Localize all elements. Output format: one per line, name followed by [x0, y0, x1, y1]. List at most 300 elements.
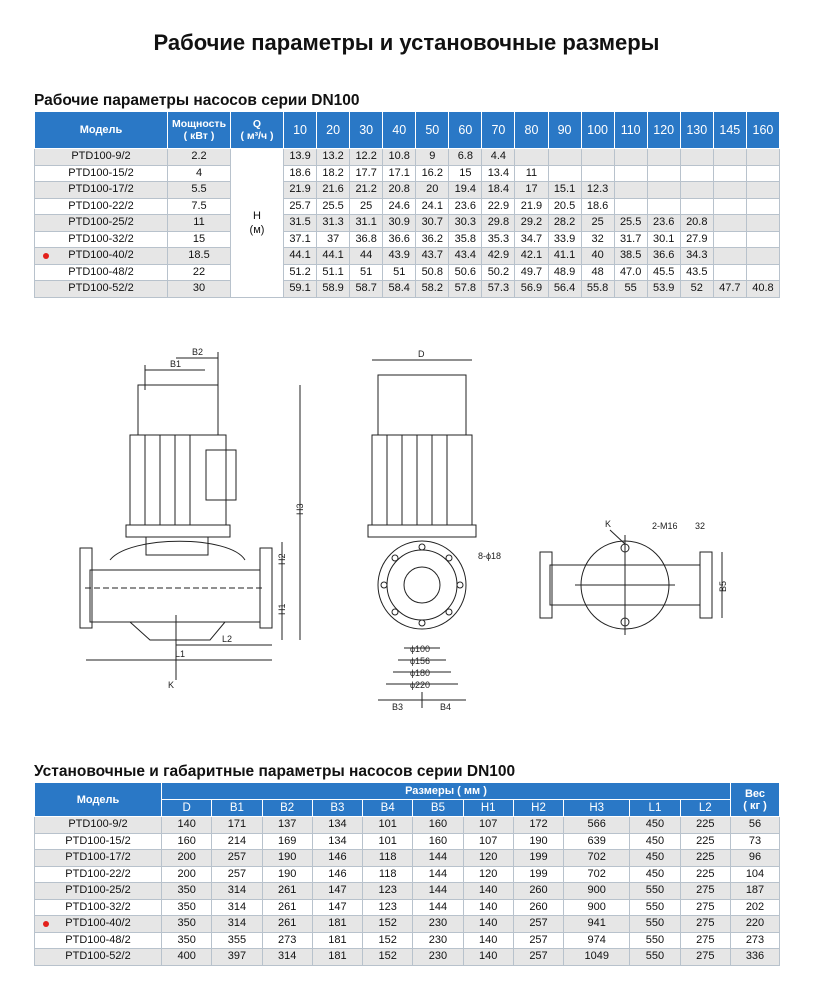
dim-value: 336	[731, 949, 780, 966]
head-value: 21.9	[515, 198, 548, 215]
head-value: 58.7	[350, 281, 383, 298]
table-row	[35, 932, 780, 949]
dim-value: 550	[630, 899, 680, 916]
head-value: 29.8	[482, 215, 515, 232]
model-name: PTD100-17/2	[68, 183, 134, 196]
head-value: 18.4	[482, 182, 515, 199]
head-value: 10.8	[383, 149, 416, 166]
head-value: 49.7	[515, 264, 548, 281]
col-dim: B5	[413, 800, 463, 817]
head-value: 35.3	[482, 231, 515, 248]
head-value: 44	[350, 248, 383, 265]
model-cell	[35, 899, 162, 916]
head-value: 32	[581, 231, 614, 248]
head-value: 23.6	[449, 198, 482, 215]
table-row	[35, 215, 780, 232]
head-value: 13.9	[284, 149, 317, 166]
dimensions-table-title: Установочные и габаритные параметры насосов серии DN100	[34, 763, 516, 780]
head-value: 12.3	[581, 182, 614, 199]
head-value	[680, 165, 713, 182]
head-value: 27.9	[680, 231, 713, 248]
col-q-value: 90	[548, 112, 581, 149]
model-name: PTD100-15/2	[65, 834, 131, 847]
head-value: 51	[383, 264, 416, 281]
page-title: Рабочие параметры и установочные размеры	[153, 30, 660, 55]
model-cell	[35, 264, 168, 281]
head-value	[713, 264, 746, 281]
dim-value: 120	[463, 850, 513, 867]
col-q-value: 145	[713, 112, 746, 149]
dim-value: 181	[312, 932, 362, 949]
performance-table-title: Рабочие параметры насосов серии DN100	[34, 92, 360, 109]
dim-value: 144	[413, 850, 463, 867]
col-q-value: 20	[317, 112, 350, 149]
model-cell	[35, 231, 168, 248]
dim-value: 260	[513, 899, 563, 916]
dim-value: 147	[312, 899, 362, 916]
head-value: 13.2	[317, 149, 350, 166]
head-value: 21.9	[284, 182, 317, 199]
head-value: 30.9	[383, 215, 416, 232]
head-value: 24.6	[383, 198, 416, 215]
head-value	[746, 165, 779, 182]
dim-value: 225	[680, 833, 730, 850]
dim-value: 160	[413, 833, 463, 850]
dim-value: 350	[162, 932, 212, 949]
head-value: 17.1	[383, 165, 416, 182]
table-row	[35, 248, 780, 265]
dim-value: 450	[630, 850, 680, 867]
dim-value: 152	[363, 932, 413, 949]
col-power	[168, 112, 231, 149]
model-name: PTD100-25/2	[65, 884, 131, 897]
col-dim: L1	[630, 800, 680, 817]
dim-value: 144	[413, 899, 463, 916]
head-value: 30.1	[647, 231, 680, 248]
col-sizes: Размеры ( мм )	[162, 783, 731, 800]
dim-value: 225	[680, 817, 730, 834]
head-value	[746, 198, 779, 215]
dim-value: 181	[312, 949, 362, 966]
model-cell	[35, 165, 168, 182]
col-q-value: 110	[614, 112, 647, 149]
label-b1: B1	[170, 359, 182, 369]
dim-value: 220	[731, 916, 780, 933]
head-value: 29.2	[515, 215, 548, 232]
col-q	[231, 112, 284, 149]
col-q-value: 160	[746, 112, 779, 149]
dim-value: 257	[212, 850, 262, 867]
head-value: 55	[614, 281, 647, 298]
col-q-value: 120	[647, 112, 680, 149]
head-value: 52	[680, 281, 713, 298]
head-value: 20	[416, 182, 449, 199]
dim-value: 101	[363, 817, 413, 834]
col-model: Модель	[35, 783, 162, 817]
col-q-value: 130	[680, 112, 713, 149]
head-value	[680, 182, 713, 199]
label-b2: B2	[192, 347, 204, 357]
dim-value: 273	[262, 932, 312, 949]
dim-value: 275	[680, 932, 730, 949]
dim-value: 230	[413, 949, 463, 966]
head-value: 47.7	[713, 281, 746, 298]
dim-value: 190	[513, 833, 563, 850]
dim-value: 974	[564, 932, 630, 949]
label-k-top: K	[605, 519, 612, 529]
head-value: 30.7	[416, 215, 449, 232]
head-value: 50.2	[482, 264, 515, 281]
head-value: 17.7	[350, 165, 383, 182]
dim-value: 900	[564, 899, 630, 916]
head-label: H	[253, 209, 261, 222]
dim-value: 200	[162, 866, 212, 883]
head-value: 28.2	[548, 215, 581, 232]
dim-value: 140	[463, 916, 513, 933]
head-value: 56.4	[548, 281, 581, 298]
dim-value: 140	[463, 883, 513, 900]
dim-value: 225	[680, 850, 730, 867]
label-h2: H2	[277, 553, 287, 565]
head-value: 36.6	[647, 248, 680, 265]
head-value: 51.1	[317, 264, 350, 281]
head-value: 42.9	[482, 248, 515, 265]
dim-value: 123	[363, 899, 413, 916]
power-cell: 22	[168, 264, 231, 281]
head-value: 25.5	[614, 215, 647, 232]
dim-value: 160	[162, 833, 212, 850]
dim-value: 314	[212, 883, 262, 900]
head-value	[614, 149, 647, 166]
table-row	[35, 231, 780, 248]
col-q-label: Q ( м³/ч )	[240, 118, 274, 142]
head-value: 37.1	[284, 231, 317, 248]
model-name: PTD100-32/2	[68, 232, 134, 245]
model-name: PTD100-48/2	[68, 265, 134, 278]
head-value: 36.8	[350, 231, 383, 248]
table-row	[35, 165, 780, 182]
head-value	[581, 165, 614, 182]
dim-value: 450	[630, 833, 680, 850]
dim-value: 104	[731, 866, 780, 883]
head-value	[713, 165, 746, 182]
dim-value: 230	[413, 932, 463, 949]
dim-value: 118	[363, 866, 413, 883]
head-value: 36.2	[416, 231, 449, 248]
label-l2: L2	[222, 634, 233, 644]
dim-value: 1049	[564, 949, 630, 966]
head-value: 16.2	[416, 165, 449, 182]
dim-value: 171	[212, 817, 262, 834]
head-value: 57.8	[449, 281, 482, 298]
head-value: 9	[416, 149, 449, 166]
dim-value: 120	[463, 866, 513, 883]
head-value: 17	[515, 182, 548, 199]
power-cell: 2.2	[168, 149, 231, 166]
dim-value: 144	[413, 866, 463, 883]
dim-value: 140	[463, 932, 513, 949]
table-row	[35, 850, 780, 867]
head-value: 20.8	[680, 215, 713, 232]
model-name: PTD100-22/2	[68, 199, 134, 212]
dim-value: 118	[363, 850, 413, 867]
dim-value: 941	[564, 916, 630, 933]
table-row	[35, 866, 780, 883]
head-value: 56.9	[515, 281, 548, 298]
power-cell: 5.5	[168, 182, 231, 199]
head-value: 18.6	[581, 198, 614, 215]
head-value: 25.5	[317, 198, 350, 215]
head-unit-cell	[231, 149, 284, 298]
head-value	[746, 264, 779, 281]
dim-value: 225	[680, 866, 730, 883]
head-value: 18.6	[284, 165, 317, 182]
head-value: 48.9	[548, 264, 581, 281]
model-name: PTD100-40/2	[68, 249, 134, 262]
head-value	[647, 198, 680, 215]
dim-value: 275	[680, 916, 730, 933]
dim-value: 146	[312, 850, 362, 867]
head-value: 35.8	[449, 231, 482, 248]
dim-value: 550	[630, 932, 680, 949]
head-value: 25.7	[284, 198, 317, 215]
model-name: PTD100-9/2	[68, 818, 128, 831]
head-value	[746, 149, 779, 166]
label-h3: H3	[295, 503, 305, 515]
head-value	[713, 198, 746, 215]
table-row	[35, 883, 780, 900]
performance-table	[34, 111, 780, 298]
power-cell: 30	[168, 281, 231, 298]
head-value: 48	[581, 264, 614, 281]
head-value: 33.9	[548, 231, 581, 248]
label-b4: B4	[440, 702, 452, 712]
dim-value: 275	[680, 883, 730, 900]
label-d220: ϕ220	[410, 680, 431, 690]
head-value: 51.2	[284, 264, 317, 281]
model-cell	[35, 817, 162, 834]
model-name: PTD100-9/2	[71, 150, 131, 163]
head-value: 31.5	[284, 215, 317, 232]
head-value: 13.4	[482, 165, 515, 182]
model-cell	[35, 949, 162, 966]
dim-value: 314	[212, 916, 262, 933]
model-cell	[35, 850, 162, 867]
label-h1: H1	[277, 603, 287, 615]
selected-marker	[43, 921, 49, 927]
label-d156: ϕ156	[410, 656, 431, 666]
table-row	[35, 264, 780, 281]
dim-value: 199	[513, 850, 563, 867]
dim-value: 350	[162, 883, 212, 900]
head-value: 38.5	[614, 248, 647, 265]
col-dim: L2	[680, 800, 730, 817]
dim-value: 172	[513, 817, 563, 834]
col-model: Модель	[35, 112, 168, 149]
model-cell	[35, 182, 168, 199]
head-value: 15.1	[548, 182, 581, 199]
col-q-value: 70	[482, 112, 515, 149]
dim-value: 140	[162, 817, 212, 834]
model-cell	[35, 215, 168, 232]
model-cell	[35, 883, 162, 900]
dim-value: 397	[212, 949, 262, 966]
dim-value: 257	[513, 916, 563, 933]
dim-value: 702	[564, 866, 630, 883]
dim-value: 273	[731, 932, 780, 949]
head-value: 34.3	[680, 248, 713, 265]
head-value	[515, 149, 548, 166]
col-dim: B1	[212, 800, 262, 817]
selected-marker	[43, 253, 49, 259]
label-l1: L1	[175, 649, 186, 659]
model-name: PTD100-32/2	[65, 900, 131, 913]
power-cell: 15	[168, 231, 231, 248]
head-value	[581, 149, 614, 166]
pump-top-view	[540, 530, 722, 635]
head-value: 44.1	[317, 248, 350, 265]
dim-value: 152	[363, 949, 413, 966]
head-value	[746, 231, 779, 248]
label-m16: 2-M16	[652, 521, 678, 531]
table-row	[35, 949, 780, 966]
head-value	[647, 165, 680, 182]
head-value: 25	[350, 198, 383, 215]
dim-value: 199	[513, 866, 563, 883]
power-cell: 11	[168, 215, 231, 232]
dim-value: 187	[731, 883, 780, 900]
table-row	[35, 916, 780, 933]
head-value: 37	[317, 231, 350, 248]
dim-value: 702	[564, 850, 630, 867]
model-name: PTD100-25/2	[68, 216, 134, 229]
label-d: D	[418, 349, 425, 359]
dim-value: 146	[312, 866, 362, 883]
col-q-value: 100	[581, 112, 614, 149]
dim-value: 107	[463, 833, 513, 850]
head-value	[713, 182, 746, 199]
col-weight-label: Вес ( кг )	[743, 787, 767, 812]
dim-value: 260	[513, 883, 563, 900]
dim-value: 400	[162, 949, 212, 966]
dim-value: 257	[513, 949, 563, 966]
col-q-value: 80	[515, 112, 548, 149]
head-value: 20.5	[548, 198, 581, 215]
head-value: 12.2	[350, 149, 383, 166]
col-dim: B4	[363, 800, 413, 817]
dim-value: 550	[630, 883, 680, 900]
head-value	[614, 198, 647, 215]
dim-value: 147	[312, 883, 362, 900]
col-dim: H2	[513, 800, 563, 817]
head-value	[746, 215, 779, 232]
head-value: 30.3	[449, 215, 482, 232]
model-cell	[35, 866, 162, 883]
label-b3: B3	[392, 702, 404, 712]
col-q-value: 50	[416, 112, 449, 149]
dim-value: 314	[212, 899, 262, 916]
head-value	[713, 248, 746, 265]
head-value: 23.6	[647, 215, 680, 232]
dim-value: 450	[630, 866, 680, 883]
head-value	[680, 149, 713, 166]
dim-value: 169	[262, 833, 312, 850]
head-value	[548, 149, 581, 166]
label-d180: ϕ180	[410, 668, 431, 678]
dim-value: 355	[212, 932, 262, 949]
head-value	[614, 165, 647, 182]
head-value: 44.1	[284, 248, 317, 265]
head-value: 40.8	[746, 281, 779, 298]
dim-value: 140	[463, 899, 513, 916]
head-value	[746, 182, 779, 199]
dim-value: 900	[564, 883, 630, 900]
model-name: PTD100-17/2	[65, 851, 131, 864]
col-dim: H3	[564, 800, 630, 817]
col-weight	[731, 783, 780, 817]
model-cell	[35, 932, 162, 949]
pump-side-view	[80, 352, 300, 680]
col-dim: H1	[463, 800, 513, 817]
model-cell	[35, 916, 162, 933]
head-value: 58.9	[317, 281, 350, 298]
head-value: 34.7	[515, 231, 548, 248]
head-value: 45.5	[647, 264, 680, 281]
head-value: 55.8	[581, 281, 614, 298]
table-row	[35, 198, 780, 215]
head-value: 36.6	[383, 231, 416, 248]
power-cell: 18.5	[168, 248, 231, 265]
head-value: 50.8	[416, 264, 449, 281]
head-value: 43.9	[383, 248, 416, 265]
head-value: 4.4	[482, 149, 515, 166]
head-value: 58.2	[416, 281, 449, 298]
label-b5: B5	[718, 580, 728, 592]
power-cell: 4	[168, 165, 231, 182]
dim-value: 190	[262, 850, 312, 867]
head-value	[614, 182, 647, 199]
power-cell: 7.5	[168, 198, 231, 215]
head-value: 31.1	[350, 215, 383, 232]
head-value: 53.9	[647, 281, 680, 298]
dim-value: 261	[262, 916, 312, 933]
table-row	[35, 899, 780, 916]
dim-value: 73	[731, 833, 780, 850]
dimensions-table	[34, 782, 780, 966]
dim-value: 314	[262, 949, 312, 966]
dim-value: 550	[630, 949, 680, 966]
dim-value: 566	[564, 817, 630, 834]
model-cell	[35, 833, 162, 850]
dim-value: 261	[262, 899, 312, 916]
col-dim: D	[162, 800, 212, 817]
table-row	[35, 817, 780, 834]
head-value	[680, 198, 713, 215]
model-cell	[35, 198, 168, 215]
dim-value: 137	[262, 817, 312, 834]
col-power-label: Мощность ( кВт )	[171, 118, 227, 142]
head-value: 31.7	[614, 231, 647, 248]
col-q-value: 30	[350, 112, 383, 149]
pump-installation-drawing	[0, 330, 813, 750]
head-value	[548, 165, 581, 182]
col-q-value: 40	[383, 112, 416, 149]
head-value	[647, 149, 680, 166]
head-value: 43.7	[416, 248, 449, 265]
head-value: 50.6	[449, 264, 482, 281]
dim-value: 202	[731, 899, 780, 916]
model-cell	[35, 248, 168, 265]
